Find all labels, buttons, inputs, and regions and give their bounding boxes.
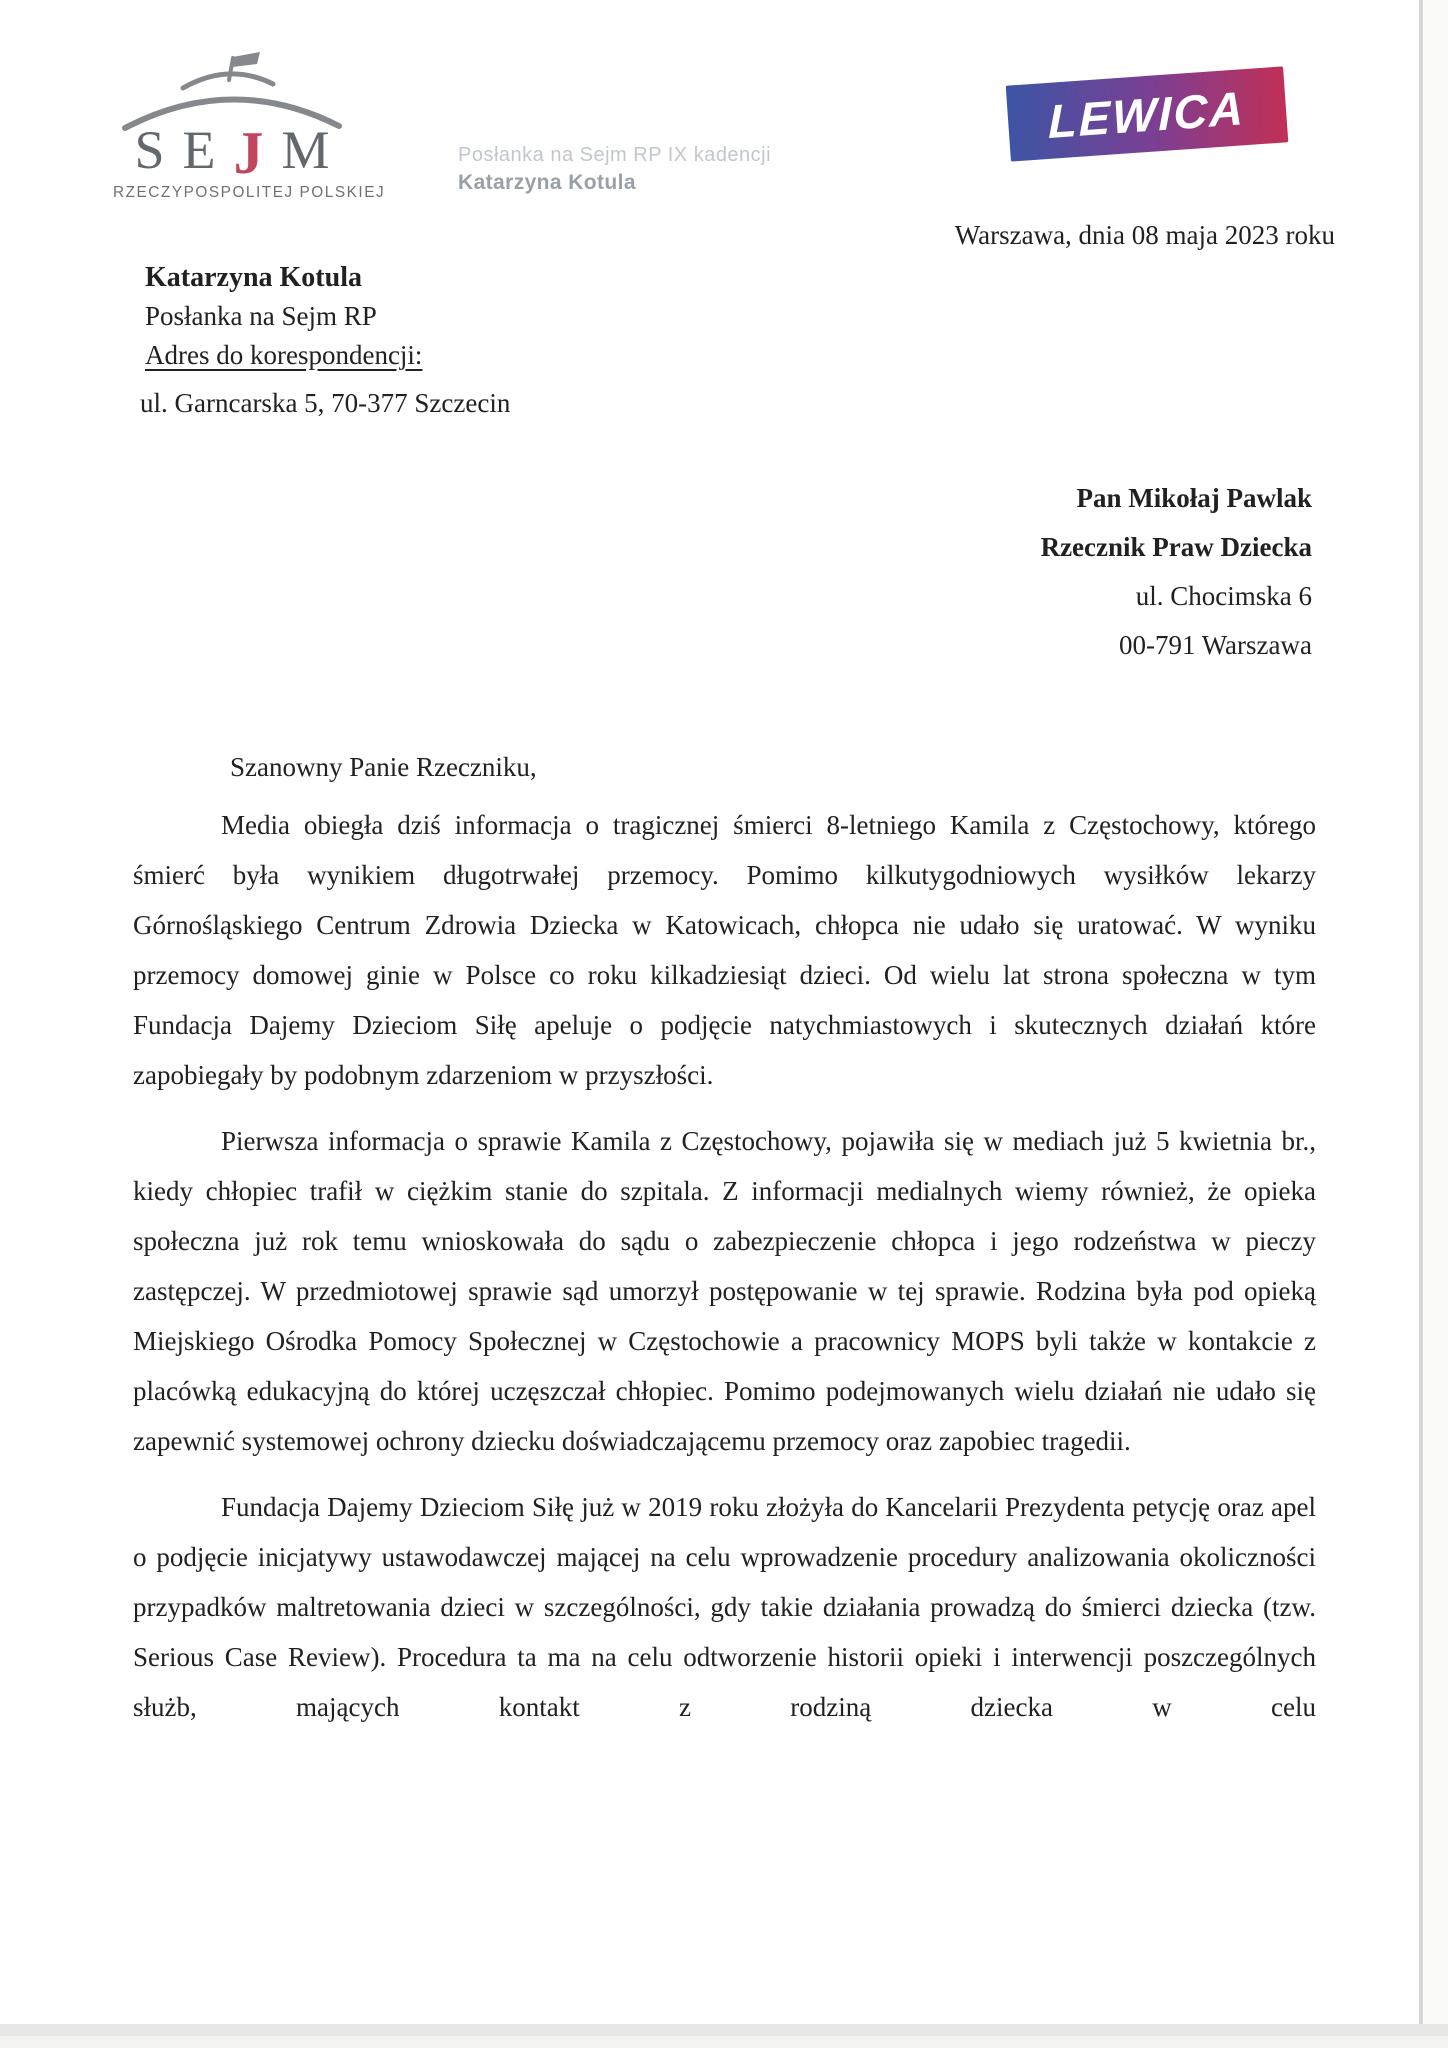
- dateline: Warszawa, dnia 08 maja 2023 roku: [954, 220, 1335, 250]
- recipient-city: 00-791 Warszawa: [1118, 630, 1312, 660]
- recipient-street: ul. Chocimska 6: [1135, 581, 1312, 611]
- sejm-letter: S: [134, 120, 165, 180]
- letter-body: [133, 800, 1316, 1748]
- sender-name: Katarzyna Kotula: [145, 262, 362, 293]
- sejm-letter-j: J: [233, 120, 264, 186]
- deputy-caption: [458, 142, 771, 196]
- lewica-logo: [1006, 66, 1289, 161]
- sender-role: Posłanka na Sejm RP: [145, 301, 377, 331]
- sender-address: ul. Garncarska 5, 70-377 Szczecin: [140, 388, 511, 418]
- scan-edge-bottom-rest: [0, 2036, 1448, 2048]
- sender-address-label: Adres do korespondencji:: [145, 340, 423, 370]
- sejm-letter: M: [281, 120, 330, 180]
- scan-edge-bottom-band: [0, 2024, 1448, 2036]
- deputy-name: Katarzyna Kotula: [458, 171, 636, 194]
- recipient-title: Rzecznik Praw Dziecka: [1040, 532, 1312, 562]
- salutation: Szanowny Panie Rzeczniku,: [230, 752, 537, 782]
- recipient-name: Pan Mikołaj Pawlak: [1076, 483, 1312, 513]
- deputy-label: Posłanka na Sejm RP IX kadencji: [458, 144, 772, 166]
- sejm-subtitle: RZECZYPOSPOLITEJ POLSKIEJ: [112, 184, 386, 201]
- scan-edge-right-line: [1419, 0, 1423, 2026]
- scan-edge-right-strip: [1423, 0, 1448, 2026]
- lewica-wordmark: LEWICA: [1048, 80, 1246, 148]
- sejm-logo: [108, 50, 386, 202]
- sejm-letter: E: [182, 120, 216, 180]
- sender-block: [140, 258, 511, 423]
- letter-paragraph: Fundacja Dajemy Dzieciom Siłę już w 2019 roku złożyła do Kancelarii Prezydenta petycję oraz apel o podjęcie inicjatywy ustawodawczej mającej na celu wprowadzenie procedury analizowania okoliczności przypadków maltretowania dzieci w szczególności, gdy takie działania prowadzą do śmierci dziecka (tzw. Serious Case Review). Procedura ta ma na celu odtworzenie historii opieki i interwencji poszczególnych służb, mających kontakt z rodziną dziecka w celu: [133, 1492, 1316, 1722]
- letter-paragraph: Pierwsza informacja o sprawie Kamila z Częstochowy, pojawiła się w mediach już 5 kwietnia br., kiedy chłopiec trafił w ciężkim stanie do szpitala. Z informacji medialnych wiemy również, że opieka społeczna już rok temu wnioskowała do sądu o zabezpieczenie chłopca i jego rodzeństwa w pieczy zastępczej. W przedmiotowej sprawie sąd umorzył postępowanie w tej sprawie. Rodzina była pod opieką Miejskiego Ośrodka Pomocy Społecznej w Częstochowie a pracownicy MOPS byli także w kontakcie z placówką edukacyjną do której uczęszczał chłopiec. Pomimo podejmowanych wielu działań nie udało się zapewnić systemowej ochrony dziecku doświadczającemu przemocy oraz zapobiec tragedii.: [133, 1126, 1316, 1456]
- letter-paragraph: Media obiegła dziś informacja o tragicznej śmierci 8-letniego Kamila z Częstochowy, którego śmierć była wynikiem długotrwałej przemocy. Pomimo kilkutygodniowych wysiłków lekarzy Górnośląskiego Centrum Zdrowia Dziecka w Katowicach, chłopca nie udało się uratować. W wyniku przemocy domowej ginie w Polsce co roku kilkadziesiąt dzieci. Od wielu lat strona społeczna w tym Fundacja Dajemy Dzieciom Siłę apeluje o podjęcie natychmiastowych i skutecznych działań które zapobiegały by podobnym zdarzeniom w przyszłości.: [133, 810, 1316, 1090]
- sejm-wordmark: [108, 120, 356, 186]
- recipient-block: [1041, 474, 1312, 670]
